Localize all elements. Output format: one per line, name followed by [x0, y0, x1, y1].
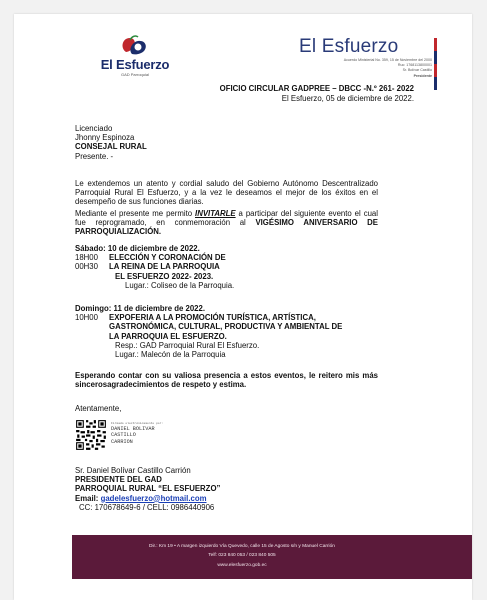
- logo-subtitle: GAD Parroquial: [120, 72, 149, 77]
- event-title-line: LA PARROQUIA EL ESFUERZO.: [109, 331, 227, 341]
- event-time: 18H00: [75, 253, 98, 263]
- recipient-block: [75, 124, 147, 161]
- invitation-text: a participar del siguiente evento el cual fue reprogramado, en conmemoración al: [75, 209, 378, 228]
- anniversary-text: VIGÉSIMO ANIVERSARIO DE PARROQUIALIZACIÓN.: [75, 218, 378, 237]
- greeting-paragraph: Le extendemos un atento y cordial saludo del Gobierno Autónomo Descentralizado Parroquial Rural El Esfuerzo, y a la vez le deseamos el mejor de los éxitos en el desempeño de sus funciones diarias.: [75, 179, 378, 207]
- brand-bar-segment: [434, 51, 437, 64]
- event-title-line: LA REINA DE LA PARROQUIA: [109, 262, 220, 272]
- recipient-role: CONSEJAL RURAL: [75, 142, 147, 152]
- footer-phones: Telf: 023 840 053 / 023 840 505: [208, 553, 276, 558]
- event-date: Sábado: 10 de diciembre de 2022.: [75, 244, 200, 253]
- brand-detail-line: Acuerdo Ministerial No. 359, 15 de Noviembre del 2000: [343, 58, 432, 62]
- letter-page: [14, 14, 472, 600]
- invitation-emphasis: INVITARLE: [195, 209, 236, 218]
- event-place: Lugar.: Malecón de la Parroquia: [115, 350, 226, 360]
- brand-detail-line: Sr. Bolívar Castillo: [402, 68, 432, 73]
- event-title-line: EXPOFERIA A LA PROMOCIÓN TURÍSTICA, ARTÍSTICA,: [109, 313, 316, 323]
- email-link[interactable]: gadelesfuerzo@hotmail.com: [100, 493, 207, 503]
- farewell: Atentamente,: [75, 404, 122, 413]
- signer-contact: CC: 170678649-6 / CELL: 0986440906: [79, 502, 215, 512]
- signer-name: Sr. Daniel Bolívar Castillo Carrión: [75, 466, 191, 475]
- recipient-name: Jhonny Espinoza: [75, 133, 135, 143]
- brand-details: [344, 58, 432, 79]
- invitation-paragraph: [75, 209, 378, 237]
- document-reference: OFICIO CIRCULAR GADPREE – DBCC -N.º 261- 2022: [219, 84, 414, 93]
- brand-detail-line: Ruc: 1768113800001: [397, 63, 432, 68]
- recipient-title: Licenciado: [75, 124, 113, 133]
- brand-bar-segment: [434, 77, 437, 90]
- stamp-line: CASTILLO: [111, 432, 136, 439]
- qr-code-icon: [75, 419, 107, 451]
- event-title-line: ELECCIÓN Y CORONACIÓN DE: [109, 253, 226, 263]
- email-label: Email:: [75, 493, 101, 503]
- brand-color-bar: [434, 38, 437, 90]
- event-title-line: GASTRONÓMICA, CULTURAL, PRODUCTIVA Y AMBIENTAL DE: [109, 322, 343, 332]
- event-time: 00H30: [75, 262, 98, 272]
- signer-institution: PARROQUIAL RURAL “EL ESFUERZO”: [75, 484, 221, 494]
- signer-role: PRESIDENTE DEL GAD: [75, 475, 162, 485]
- event-responsible: Resp.: GAD Parroquial Rural El Esfuerzo.: [115, 340, 260, 350]
- e-signature-stamp: [111, 422, 163, 445]
- event-place: Lugar.: Coliseo de la Parroquia.: [125, 280, 235, 290]
- stamp-line: CARRION: [111, 438, 133, 445]
- footer-address: Dir.: Km 19 • A margen izquierdo Vía Quevedo, calle 15 de Agosto s/n y Manuel Carrión: [149, 544, 335, 549]
- logo-title: El Esfuerzo: [100, 57, 170, 72]
- brand-bar-segment: [434, 64, 437, 77]
- footer-website[interactable]: www.elesfuerzo.gob.ec: [217, 563, 267, 568]
- invitation-text: Mediante el presente me permito: [75, 209, 196, 218]
- signature-block: [75, 466, 375, 512]
- closing-paragraph: Esperando contar con su valiosa presencia a estos eventos, le reitero mis más sincerosagradecimientos de respeto y estima.: [75, 371, 378, 390]
- event-title-line: EL ESFUERZO 2022- 2023.: [115, 271, 214, 281]
- event-time: 10H00: [75, 313, 98, 323]
- brand-bar-segment: [434, 38, 437, 51]
- place-date: El Esfuerzo, 05 de diciembre de 2022.: [281, 94, 414, 103]
- brand-title: El Esfuerzo: [299, 36, 399, 57]
- parish-logo-icon: [118, 34, 150, 58]
- recipient-present: Presente. -: [75, 151, 114, 161]
- stamp-line: DANIEL BOLIVAR: [111, 426, 155, 432]
- event-sunday: [75, 304, 405, 359]
- event-saturday: [75, 244, 395, 290]
- brand-detail-line: Presidente: [413, 73, 432, 78]
- event-date: Domingo: 11 de diciembre de 2022.: [75, 304, 205, 313]
- stamp-caption: Firmado electrónicamente por:: [111, 422, 164, 425]
